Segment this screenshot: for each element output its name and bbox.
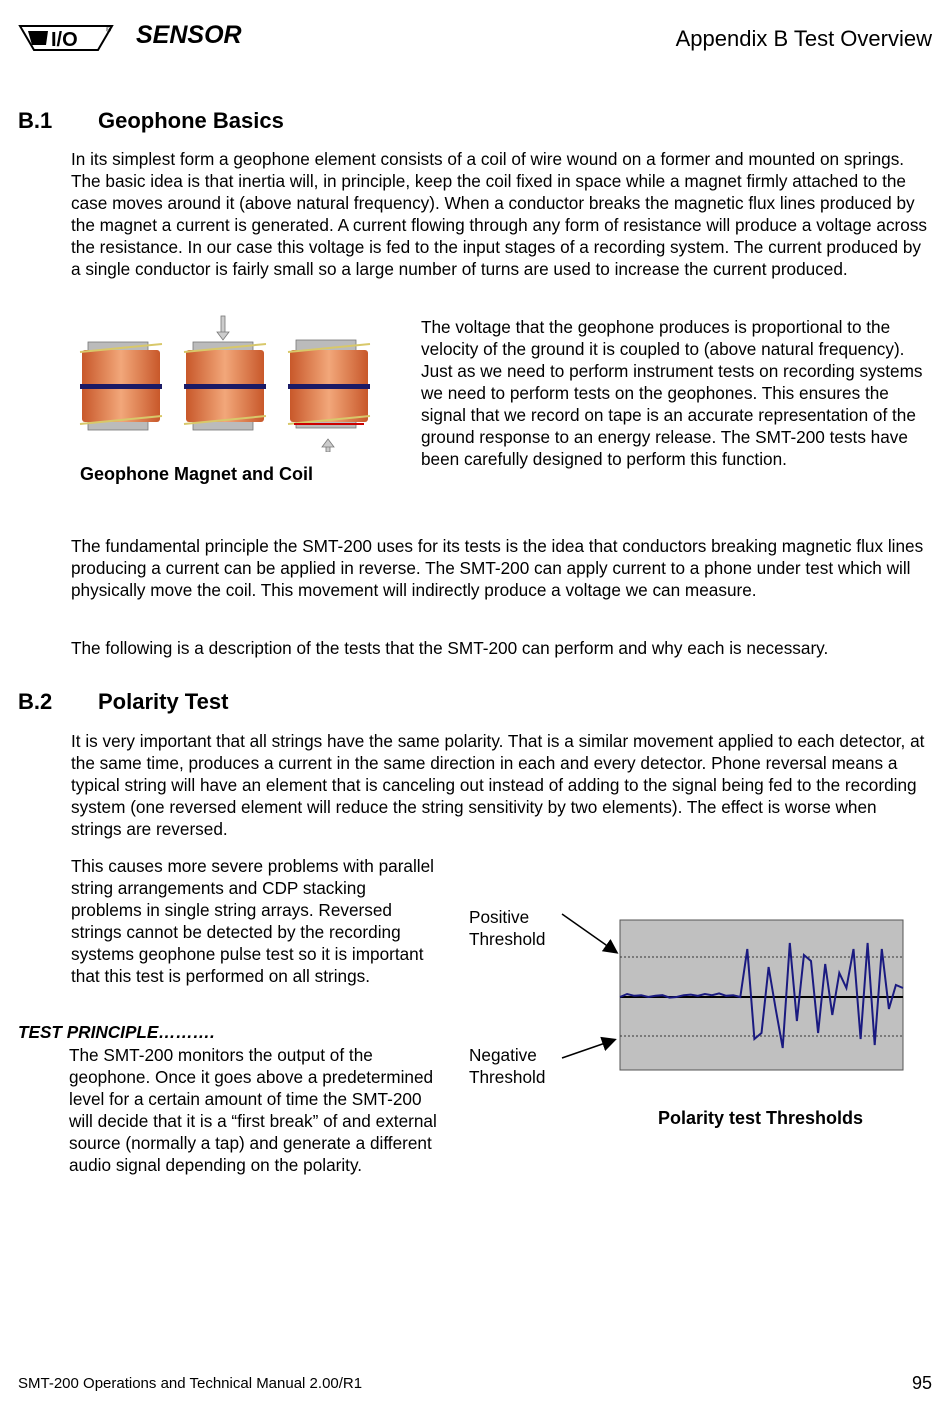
section-heading: Polarity Test <box>98 689 229 714</box>
test-principle-label: TEST PRINCIPLE………. <box>18 1022 215 1042</box>
paragraph: It is very important that all strings have the same polarity. That is a similar movement applied to each detector, at the same time, produces a current in the same direction in each and every detector. Phone reversal means a typical string will have an element that is canceling out instead of adding to the signal being fed to the recording system (one reversed element will reduce the string sensitivity by two elements). The effect is worse when strings are reversed. <box>71 731 925 839</box>
negative-threshold-label: Negative Threshold <box>469 1045 546 1087</box>
section-heading: Geophone Basics <box>98 108 284 133</box>
positive-arrow <box>562 914 616 952</box>
geophone-coil-figure <box>60 312 400 452</box>
negative-arrow <box>562 1040 614 1058</box>
footer-manual-title: SMT-200 Operations and Technical Manual 2.00/R1 <box>18 1375 363 1392</box>
section-number: B.2 <box>18 689 53 714</box>
paragraph: The voltage that the geophone produces is proportional to the velocity of the ground it is coupled to (above natural frequency). Just as we need to perform instrument tests on recording systems we need to perform tests on the geophones. This ensures the signal that we record on tape is an accurate representation of the ground response to an energy release. The SMT-200 tests have been carefully designed to perform this function. <box>421 317 923 469</box>
coil-middle <box>184 342 266 430</box>
coil-right <box>288 340 370 428</box>
positive-threshold-label: Positive Threshold <box>469 907 546 949</box>
logo-text: I/O <box>51 29 78 51</box>
paragraph: The SMT-200 monitors the output of the geophone. Once it goes above a predetermined level for a certain amount of time the SMT-200 will decide that it is a “first break” of and external source (normally a tap) and generate a different audio signal depending on the polarity. <box>69 1045 437 1175</box>
io-logo <box>18 22 114 54</box>
chart-caption: Polarity test Thresholds <box>658 1108 864 1128</box>
section-title: Appendix B Test Overview <box>675 26 932 51</box>
paragraph: The fundamental principle the SMT-200 uses for its tests is the idea that conductors breaking magnetic flux lines producing a current can be applied in reverse. The SMT-200 can apply current to a phone under test which will physically move the coil. This movement will indirectly produce a voltage we can measure. <box>71 536 924 600</box>
polarity-threshold-chart <box>556 910 908 1076</box>
svg-text:®: ® <box>106 27 112 34</box>
paragraph: In its simplest form a geophone element consists of a coil of wire wound on a former and mounted on springs. The basic idea is that inertia will, in principle, keep the coil fixed in space while a magnet firmly attached to the case moves around it (above natural frequency). When a conductor breaks the magnetic flux lines produced by the magnet a current is generated. A current flowing through any form of resistance will produce a voltage across the resistance. In our case this voltage is fed to the input stages of a recording system. The current produced by a single conductor is fairly small so a large number of turns are used to increase the current produced. <box>71 149 928 279</box>
paragraph: This causes more severe problems with parallel string arrangements and CDP stacking problems in single string arrays. Reversed strings cannot be detected by the recording systems geophone pulse test so it is important that this test is performed on all strings. <box>71 856 434 986</box>
brand-name: SENSOR <box>136 21 242 49</box>
arrow-up-icon <box>322 439 334 452</box>
coil-left <box>80 342 162 430</box>
figure-caption: Geophone Magnet and Coil <box>80 464 313 484</box>
paragraph: The following is a description of the tests that the SMT-200 can perform and why each is necessary. <box>71 638 829 658</box>
arrow-down-icon <box>217 316 229 340</box>
section-number: B.1 <box>18 108 53 133</box>
page-number: 95 <box>911 1373 932 1393</box>
